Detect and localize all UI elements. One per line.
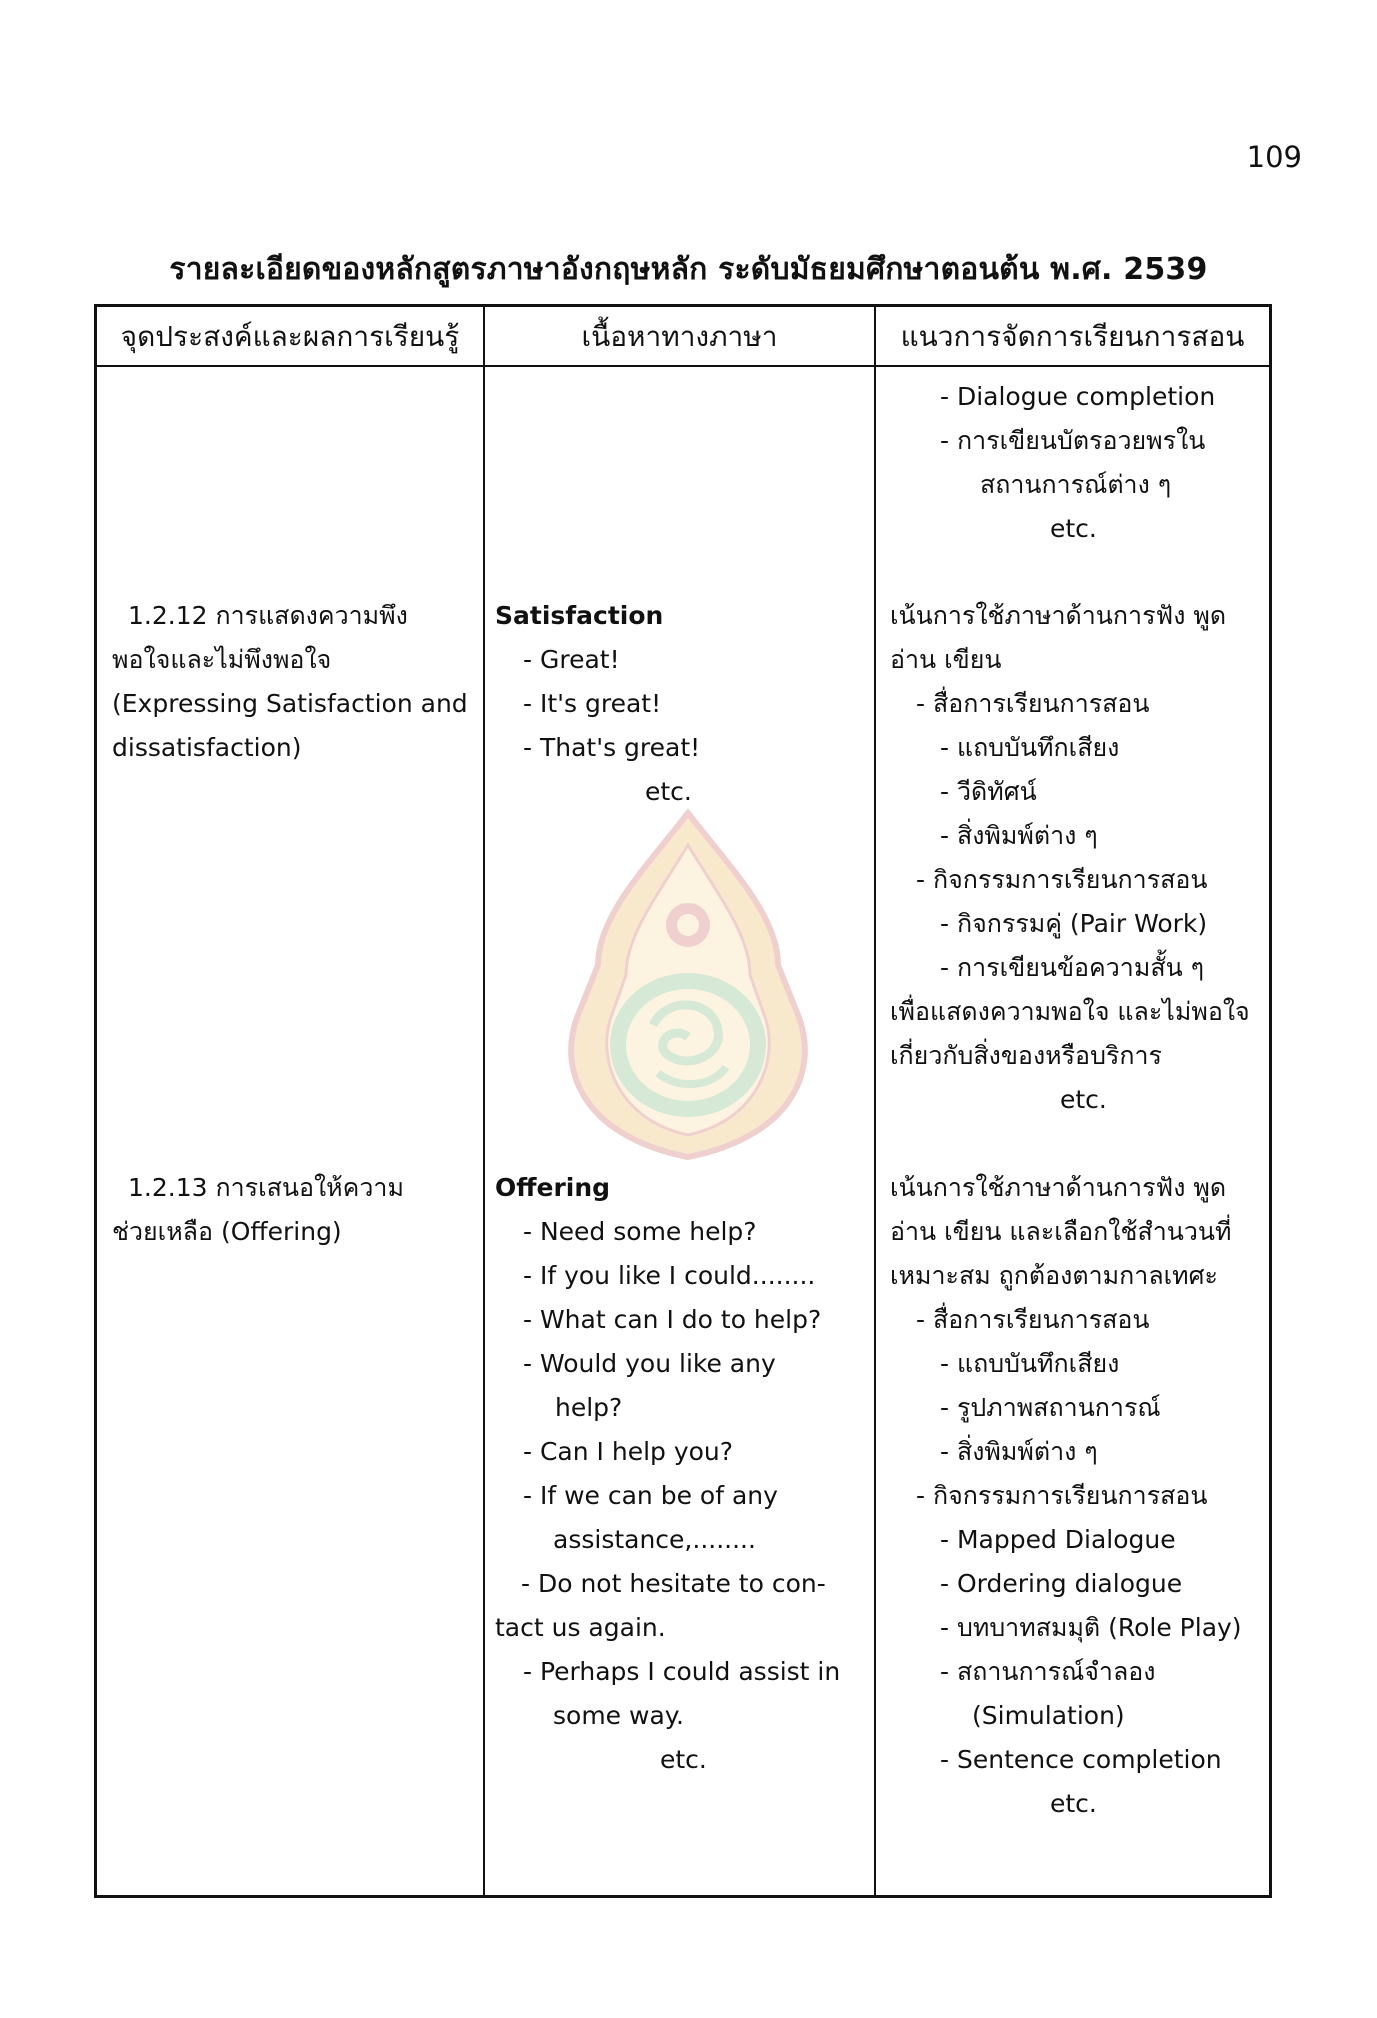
approach-line: - สิ่งพิมพ์ต่าง ๆ (940, 821, 1098, 850)
content-offering (495, 1166, 865, 1782)
approach-line: etc. (1060, 1085, 1107, 1114)
list-item: etc. (645, 777, 692, 806)
list-item: - การเขียนบัตรอวยพรใน (940, 426, 1206, 455)
approach-line: - กิจกรรมการเรียนการสอน (916, 1481, 1208, 1510)
objective-line: 1.2.12 การแสดงความพึง (128, 601, 408, 630)
approach-line: อ่าน เขียน และเลือกใช้สำนวนที่ (890, 1217, 1232, 1246)
column-divider (483, 307, 485, 1895)
objective-line: พอใจและไม่พึงพอใจ (112, 645, 332, 674)
approach-line: - กิจกรรมคู่ (Pair Work) (940, 909, 1208, 938)
approach-line: (Simulation) (972, 1701, 1125, 1730)
header-approach: แนวการจัดการเรียนการสอน (900, 320, 1245, 353)
list-item: etc. (660, 1745, 707, 1774)
list-item: some way. (553, 1701, 684, 1730)
approach-line: เน้นการใช้ภาษาด้านการฟัง พูด (890, 1173, 1227, 1202)
column-divider (874, 307, 876, 1895)
approach-line: เพื่อแสดงความพอใจ และไม่พอใจ (890, 997, 1250, 1026)
approach-line: - วีดิทัศน์ (940, 777, 1037, 806)
approach-line: เกี่ยวกับสิ่งของหรือบริการ (890, 1041, 1162, 1070)
objective-line: 1.2.13 การเสนอให้ความ (128, 1173, 404, 1202)
approach-line: เน้นการใช้ภาษาด้านการฟัง พูด (890, 601, 1227, 630)
approach-line: - สิ่งพิมพ์ต่าง ๆ (940, 1437, 1098, 1466)
list-item: etc. (1050, 514, 1097, 543)
approach-line: เหมาะสม ถูกต้องตามกาลเทศะ (890, 1261, 1218, 1290)
objective-line: (Expressing Satisfaction and (112, 689, 468, 718)
approach-line: - สื่อการเรียนการสอน (916, 1305, 1150, 1334)
list-item: - Do not hesitate to con- (521, 1569, 826, 1598)
header-objectives: จุดประสงค์และผลการเรียนรู้ (120, 320, 460, 353)
list-item: tact us again. (495, 1613, 666, 1642)
approach-line: - แถบบันทึกเสียง (940, 733, 1120, 762)
list-item: - Would you like any (523, 1349, 776, 1378)
header-divider (97, 365, 1269, 367)
list-item: - Great! (523, 645, 620, 674)
objective-offering (112, 1166, 474, 1254)
list-item: - Need some help? (523, 1217, 757, 1246)
approach-line: - สถานการณ์จำลอง (940, 1657, 1156, 1686)
list-item: assistance,........ (553, 1525, 756, 1554)
approach-line: - สื่อการเรียนการสอน (916, 689, 1150, 718)
header-content: เนื้อหาทางภาษา (581, 320, 778, 353)
approach-offering (890, 1166, 1255, 1826)
list-item: สถานการณ์ต่าง ๆ (980, 470, 1172, 499)
approach-line: - การเขียนข้อความสั้น ๆ (940, 953, 1205, 982)
list-item: - Dialogue completion (940, 382, 1216, 411)
content-heading: Satisfaction (495, 601, 664, 630)
approach-continuation (890, 375, 1255, 551)
document-title: รายละเอียดของหลักสูตรภาษาอังกฤษหลัก ระดับมัธยมศึกษาตอนต้น พ.ศ. 2539 (169, 252, 1208, 287)
list-item: - Perhaps I could assist in (523, 1657, 841, 1686)
page-number: 109 (1246, 140, 1302, 174)
list-item: help? (555, 1393, 623, 1422)
approach-satisfaction (890, 594, 1255, 1122)
approach-line: อ่าน เขียน (890, 645, 1002, 674)
list-item: - What can I do to help? (523, 1305, 822, 1334)
list-item: - It's great! (523, 689, 662, 718)
approach-line: - รูปภาพสถานการณ์ (940, 1393, 1161, 1422)
approach-line: - Sentence completion (940, 1745, 1222, 1774)
approach-line: - Ordering dialogue (940, 1569, 1183, 1598)
list-item: - Can I help you? (523, 1437, 734, 1466)
approach-line: - แถบบันทึกเสียง (940, 1349, 1120, 1378)
approach-line: - Mapped Dialogue (940, 1525, 1176, 1554)
approach-line: - กิจกรรมการเรียนการสอน (916, 865, 1208, 894)
list-item: - If we can be of any (523, 1481, 778, 1510)
approach-line: etc. (1050, 1789, 1097, 1818)
objective-satisfaction (112, 594, 474, 770)
approach-line: - บทบาทสมมุติ (Role Play) (940, 1613, 1242, 1642)
objective-line: dissatisfaction) (112, 733, 302, 762)
list-item: - If you like I could........ (523, 1261, 816, 1290)
list-item: - That's great! (523, 733, 701, 762)
content-heading: Offering (495, 1173, 611, 1202)
objective-line: ช่วยเหลือ (Offering) (112, 1217, 342, 1246)
content-satisfaction (495, 594, 865, 814)
